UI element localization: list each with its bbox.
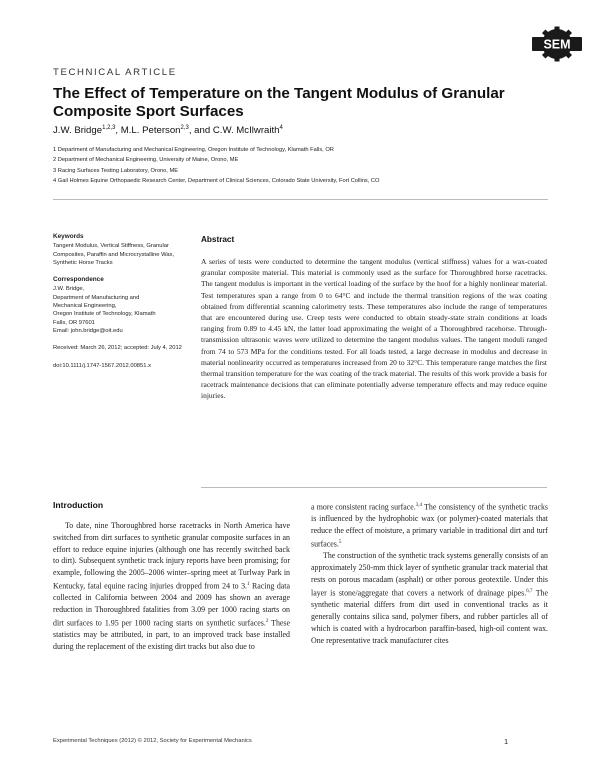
- author-name: C.W. McIlwraith: [212, 125, 280, 137]
- citation-ref: 3,4: [415, 503, 422, 508]
- affiliation-list: [53, 145, 573, 187]
- section-label: TECHNICAL ARTICLE: [53, 67, 177, 78]
- citation-ref: 5: [338, 540, 342, 546]
- page-number: 1: [504, 737, 509, 746]
- body-text: The synthetic material differs from dirt used in conventional tracks as it generally contains silica sand, polymer fibers, and rubber particles all of which is coated with a hydrocarbon paraffin-based, high-oil content wax. One representative track manufacturer cites: [311, 588, 548, 645]
- body-text: These statistics may be attributed, in part, to an improved track base installed during the replacement of the existing dirt tracks but also due to: [53, 618, 290, 652]
- affiliation: [53, 155, 573, 165]
- body-column-right: [311, 500, 548, 646]
- logo-text: SEM: [543, 37, 571, 52]
- author-separator: , and: [188, 125, 213, 137]
- affiliation-text: Racing Surfaces Testing Laboratory, Orono, ME: [57, 167, 178, 174]
- received-dates: Received: March 26, 2012; accepted: July 4, 2012: [53, 345, 182, 352]
- author-list: [53, 125, 283, 136]
- abstract-heading: Abstract: [201, 235, 235, 244]
- correspondence-line: Mechanical Engineering,: [53, 303, 117, 310]
- correspondence-heading: Correspondence: [53, 276, 104, 284]
- keywords-block: [53, 233, 191, 267]
- citation-ref: 2: [265, 619, 269, 624]
- author-separator: ,: [115, 125, 121, 137]
- correspondence-block: [53, 276, 191, 335]
- affiliation-text: Department of Mechanical Engineering, University of Maine, Orono, ME: [57, 157, 239, 164]
- correspondence-email: Email: john.bridge@oit.edu: [53, 327, 123, 334]
- body-column-left: [53, 520, 290, 653]
- affiliation-number: 1: [53, 147, 57, 153]
- affiliation-number: 3: [53, 167, 57, 174]
- correspondence-line: Falls, OR 97601: [53, 319, 95, 326]
- introduction-heading: Introduction: [53, 500, 104, 510]
- keywords-heading: Keywords: [53, 233, 84, 240]
- affiliation-number: 4: [53, 178, 57, 185]
- affiliation-text: Department of Manufacturing and Mechanical Engineering, Oregon Institute of Technology, Klamath Falls, OR: [57, 147, 334, 153]
- correspondence-line: J.W. Bridge,: [53, 286, 85, 293]
- citation-ref: 1: [247, 581, 250, 587]
- article-title: The Effect of Temperature on the Tangent Modulus of Granular Composite Sport Surfaces: [53, 85, 505, 120]
- body-text: a more consistent racing surface.: [311, 502, 416, 512]
- affiliation: [53, 176, 573, 186]
- author-name: M.L. Peterson: [120, 125, 181, 137]
- sem-logo: [532, 26, 582, 62]
- body-text: The consistency of the synthetic tracks is influenced by the hydrophobic wax (or polymer)-coated materials that reduce the effect of moisture, a primary variable in traditional dirt and turf surfaces.: [311, 502, 548, 549]
- affiliation: [53, 145, 573, 155]
- author-affiliation-ref: 4: [279, 125, 283, 131]
- doi: doi:10.1111/j.1747-1567.2012.00851.x: [53, 362, 151, 369]
- author-name: J.W. Bridge: [53, 125, 103, 137]
- correspondence-line: Oregon Institute of Technology, Klamath: [53, 311, 156, 318]
- abstract-text: A series of tests were conducted to determine the tangent modulus (vertical stiffness) values for a wax-coated granular composite material. This material is commonly used as the surface for Thoroughbred horse racetracks. The tangent modulus is important in the vertical loading of the surface by the hoof for a highly nonlinear material. Test temperatures span a range from 0 to 64°C and include the thermal transition regions of the wax coating obtained from differential scanning calorimetry tests. These temperatures also include the range of temperatures that are encountered during use. Creep tests were conducted to obtain steady-state strain conditions at loads ranging from 0.89 to 4.45 kN, the latter load approximating the weight of a Thoroughbred racehorse. Through-transmission ultrasonic waves were utilized to determine the tangent modulus values. The tangent moduli ranged from 74 to 573 MPa for the conditions tested. For all loads tested, a large decrease in modulus and decrease in material nonlinearity occurred as temperatures increased from 20 to 32°C. This temperature range matches the first thermal transition temperature for the wax coating of the track material. The results of this work provide a basis for racetrack maintenance decisions that can eliminate potentially adverse temperature effects and may reduce equine injuries.: [201, 257, 547, 401]
- body-text: The construction of the synthetic track systems generally consists of an approximately 250-mm thick layer of synthetic granular track material that rests on porous macadam (asphalt) or other porous geotextile. Under this layer is stone/aggregate that covers a network of drainage pipes.: [311, 551, 548, 598]
- body-text: Racing data collected in California between 2004 and 2009 has shown an average reduction in Thoroughbred fatalities from 3.09 per 1000 racing starts on dirt surfaces to 1.95 per 1000 racing starts on synthetic surfaces.: [53, 581, 290, 628]
- author-affiliation-ref: 1,2,3: [102, 125, 116, 131]
- author-affiliation-ref: 2,3: [180, 125, 189, 131]
- correspondence-line: Department of Manufacturing and: [53, 294, 140, 301]
- article-sidebar: [53, 233, 191, 379]
- body-paragraph: [311, 500, 548, 550]
- abstract-divider: [201, 487, 547, 488]
- header-divider: [53, 199, 548, 200]
- citation-ref: 6,7: [526, 588, 533, 594]
- footer-journal: Experimental Techniques (2012) © 2012, Society for Experimental Mechanics: [53, 738, 252, 744]
- affiliation: [53, 166, 573, 176]
- affiliation-text: Gail Holmes Equine Orthopaedic Research Center, Department of Clinical Sciences, Colorado State University, Fort Collins, CO: [57, 178, 380, 185]
- keywords-text: Tangent Modulus, Vertical Stiffness, Granular Composites, Paraffin and Microcrystalline Wax, Synthetic Horse Tracks: [53, 243, 175, 266]
- body-text: To date, nine Thoroughbred horse racetracks in North America have switched from dirt surfaces to synthetic granular composite surfaces in an effort to reduce equine injuries (although one has recently switched back to dirt). Subsequent synthetic track injury reports have been promising; for example, following the 2005–2006 winter–spring meet at Turlway Park in Kentucky, fatal equine racing injuries dropped from 24 to 3.: [53, 521, 290, 591]
- body-paragraph: [311, 550, 548, 646]
- affiliation-number: 2: [53, 157, 57, 164]
